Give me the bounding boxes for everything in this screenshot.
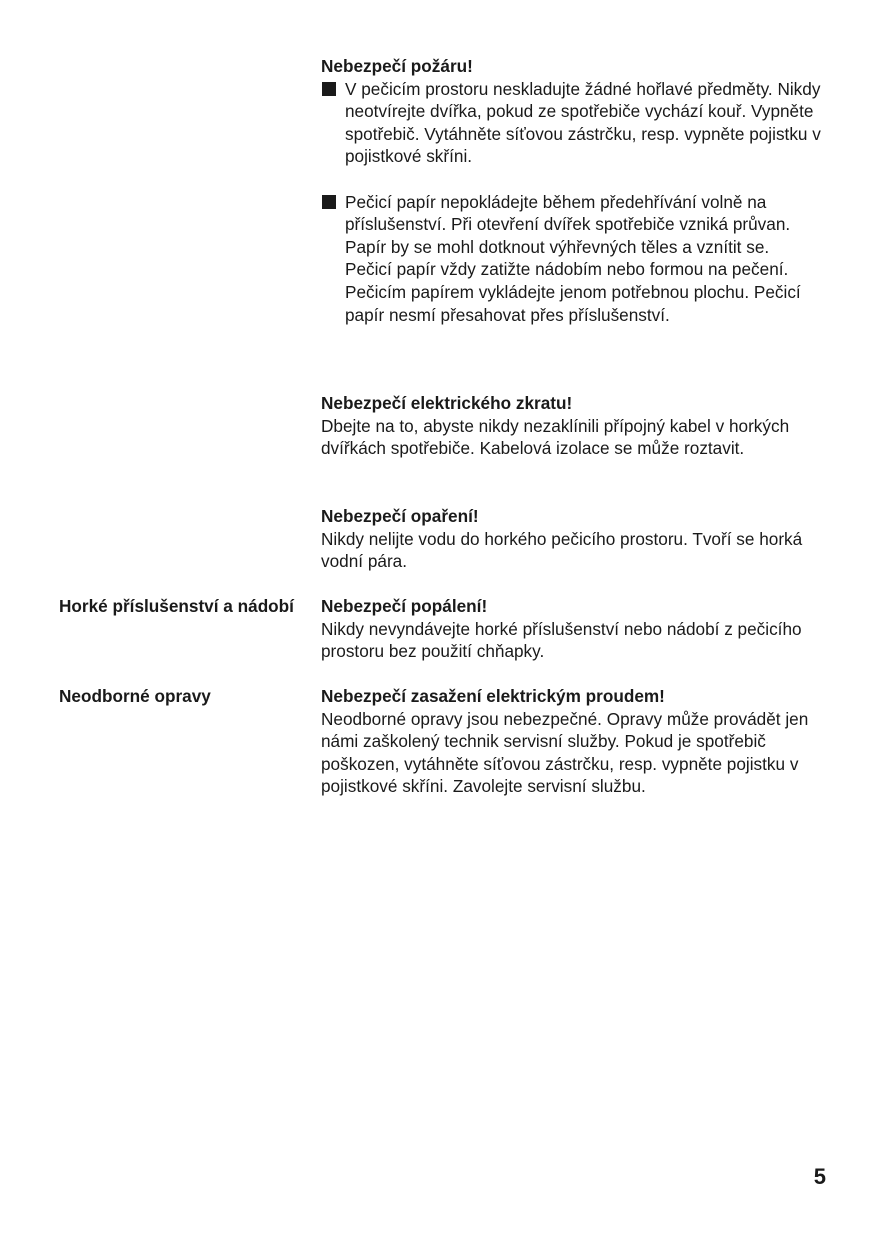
scalding-heading: Nebezpečí opaření! [321,506,479,526]
short-circuit-text: Dbejte na to, abyste nikdy nezaklínili přípojný kabel v horkých dvířkách spotřebiče. Kabelová izolace se může roztavit. [321,415,790,459]
burn-text: Nikdy nevyndávejte horké příslušenství nebo nádobí z pečicího prostoru bez použití chňapky. [321,618,802,662]
page-number: 5 [813,1164,826,1189]
bullet-square-icon [322,195,336,209]
repairs-text: Neodborné opravy jsou nebezpečné. Opravy může provádět jen námi zaškolený technik servisní služby. Pokud je spotřebič poškozen, vytáhněte síťovou zástrčku, resp. vypněte pojistku v pojistkové skříni. Zavolejte servisní službu. [321,708,809,797]
scalding-text: Nikdy nelijte vodu do horkého pečicího prostoru. Tvoří se horká vodní pára. [321,528,803,572]
fire-bullet-1-text: V pečicím prostoru neskladujte žádné hořlavé předměty. Nikdy neotvírejte dvířka, pokud ze spotřebiče vychází kouř. Vypněte spotřebič. Vytáhněte síťovou zástrčku, resp. vypněte pojistku v pojistkové skříni. [345,78,821,167]
short-circuit-heading: Nebezpečí elektrického zkratu! [321,393,573,413]
electric-shock-heading: Nebezpečí zasažení elektrickým proudem! [321,686,665,706]
fire-bullet-2-text-a: Pečicí papír nepokládejte během předehřívání volně na příslušenství. Při otevření dvířek spotřebiče vzniká průvan. Papír by se mohl dotknout výhřevných těles a vznítit se. [345,191,791,257]
fire-bullet-1 [321,78,821,168]
fire-heading: Nebezpečí požáru! [321,56,473,76]
hot-accessories-label: Horké příslušenství a nádobí [59,596,294,616]
burn-heading: Nebezpečí popálení! [321,596,488,616]
scalding-content [321,505,821,573]
repairs-label: Neodborné opravy [59,686,211,706]
repairs-content [321,685,821,798]
bullet-square-icon [322,82,336,96]
hot-accessories-content [321,595,821,663]
fire-bullet-2-text-b: Pečicí papír vždy zatižte nádobím nebo formou na pečení. Pečicím papírem vykládejte jenom potřebnou plochu. Pečicí papír nesmí přesahovat přes příslušenství. [345,259,801,325]
fire-bullet-2 [321,191,821,327]
short-circuit-content [321,392,821,460]
fire-content [321,55,821,326]
